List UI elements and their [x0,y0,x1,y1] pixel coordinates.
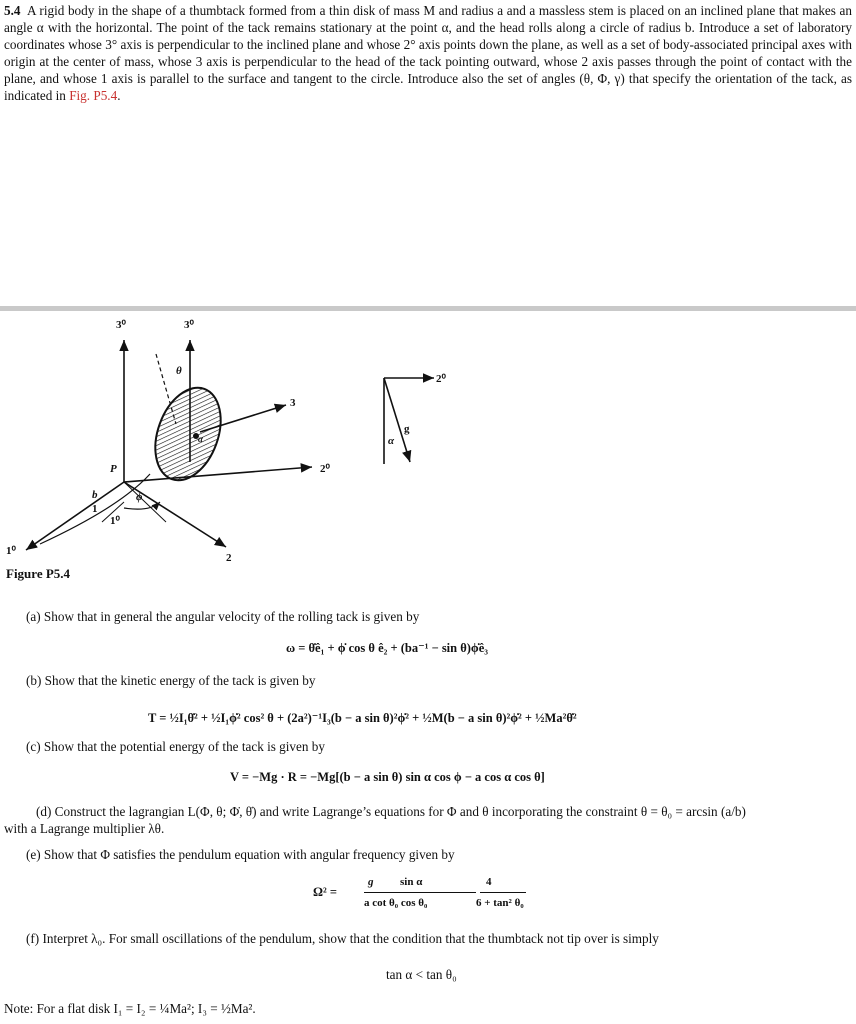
intro-end: . [117,88,121,103]
thumbtack-disk [143,379,232,490]
gravity-arrow [384,378,410,462]
figure-caption: Figure P5.4 [6,566,71,581]
problem-intro: A rigid body in the shape of a thumbtack formed from a thin disk of mass M and radius a and a massless stem is placed on an inclined plane that makes an angle α with the horizontal. The point of the tack remains stationary at the point α, and the head rolls along a circle of radius b. Introduce a set of laboratory coordinates whose 3° axis is perpendicular to the inclined plane and whose 2° axis points down the plane, as well as a set of body-associated principal axes with origin at the center of mass, whose 3 axis is perpendicular to the head of the tack pointing outward, whose 2 axis passes through the point of contact with the plane, and whose 1 axis is parallel to the surface and tangent to the circle. Introduce also the set of angles (θ, Φ, γ) that specify the orientation of the tack, as indicated in [4,3,852,103]
label-theta: θ [176,365,182,377]
label-g: g [404,423,410,435]
label-3o-right: 3⁰ [184,319,194,331]
part-e-text: (e) Show that Φ satisfies the pendulum equation with angular frequency given by [26,847,455,862]
label-2o-lab: 2⁰ [320,463,330,475]
label-3o-left: 3⁰ [116,319,126,331]
part-b-equation: T = ½I₁θ̇² + ½I₁ϕ̇² cos² θ + (2a²)⁻¹I₃(b − a sin θ)²ϕ̇² + ½M(b − a sin θ)²ϕ̇² + ½Ma²θ̇² [148,711,577,725]
part-c-text: (c) Show that the potential energy of the tack is given by [26,739,325,754]
label-3: 3 [290,397,296,409]
part-a-equation: ω = θ̇ê₁ + ϕ̇ cos θ ê₂ + (ba⁻¹ − sin θ)ϕ̇ê₃ [286,641,489,655]
e-den-2: 6 + tan² θ₀ [476,897,524,909]
e-fraction-line-2 [480,892,526,893]
figure-p5-4 [0,312,856,567]
e-num-4: 4 [486,876,492,888]
label-phi: ϕ [136,491,143,503]
label-1o-inner: 1⁰ [110,515,120,527]
part-f-equation: tan α < tan θ₀ [386,967,457,982]
part-c-equation: V = −Mg · R = −Mg[(b − a sin θ) sin α cos ϕ − a cos α cos θ] [230,770,545,784]
e-num-g: g [368,876,374,888]
problem-statement [4,2,852,104]
arc-phi [124,502,160,509]
figure-link[interactable]: Fig. P5.4 [69,88,118,103]
label-p: P [110,463,117,475]
part-a-text: (a) Show that in general the angular velocity of the rolling tack is given by [26,609,420,624]
part-d-text: (d) Construct the lagrangian L(Φ, θ; Φ̇, θ̇) and write Lagrange’s equations for Φ and θ incorporating the constraint θ = θ₀ = arcsin (a/b) [36,804,746,819]
part-d-text-cont: with a Lagrange multiplier λθ. [4,821,165,836]
label-1o-outer: 1⁰ [6,545,16,557]
axis-2o-lab [124,467,312,482]
section-divider [0,306,856,311]
part-f-text: (f) Interpret λ₀. For small oscillations of the pendulum, show that the condition that the thumbtack not tip over is simply [26,931,659,946]
e-fraction-line-1 [364,892,476,893]
label-b: b [92,489,98,501]
label-alpha-disk: α [198,434,203,444]
e-num-sin: sin α [400,876,423,888]
e-den-1: a cot θ₀ cos θ₀ [364,897,428,909]
note: Note: For a flat disk I₁ = I₂ = ¼Ma²; I₃ = ½Ma². [4,1001,256,1016]
problem-number: 5.4 [4,3,21,18]
label-1: 1 [92,503,98,515]
label-alpha-right: α [388,435,395,447]
label-2: 2 [226,552,232,564]
e-lhs: Ω² = [313,885,338,899]
label-2o-right: 2⁰ [436,373,446,385]
part-b-text: (b) Show that the kinetic energy of the tack is given by [26,673,316,688]
